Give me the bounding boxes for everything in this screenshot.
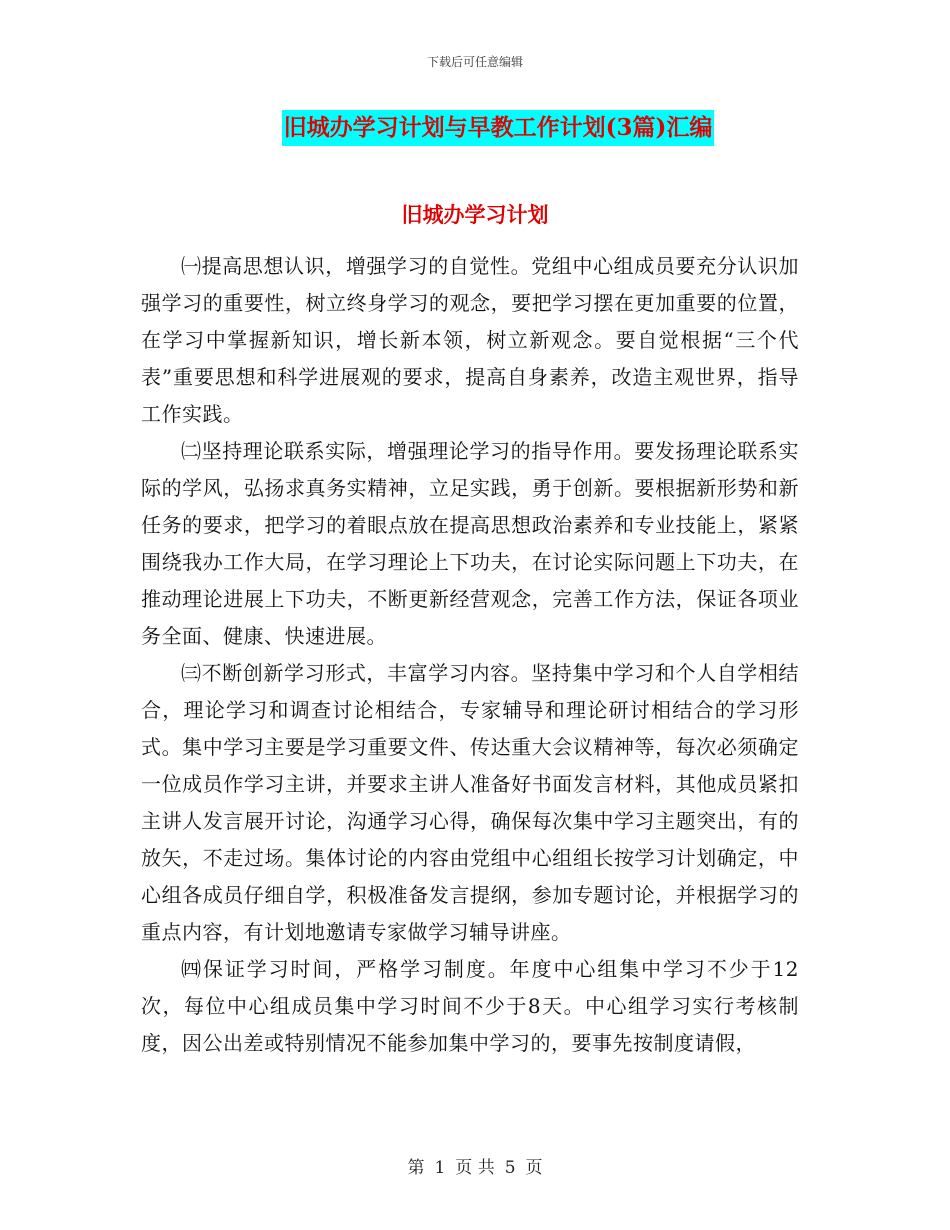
footer-total-pages: 5 <box>504 1158 516 1178</box>
header-note: 下载后可任意编辑 <box>426 55 523 69</box>
page-footer <box>0 1153 950 1178</box>
document-title-container <box>0 110 950 146</box>
document-title: 旧城办学习计划与早教工作计划(3篇)汇编 <box>282 110 715 146</box>
paragraph-1: ㈠提高思想认识，增强学习的自觉性。党组中心组成员要充分认识加强学习的重要性，树立终身学习的观念，要把学习摆在更加重要的位置，在学习中掌握新知识，增长新本领，树立新观念。要自觉根据“三个代表”重要思想和科学进展观的要求，提高自身素养，改造主观世界，指导工作实践。 <box>141 254 799 426</box>
document-body <box>141 248 799 1062</box>
paragraph-3: ㈢不断创新学习形式，丰富学习内容。坚持集中学习和个人自学相结合，理论学习和调查讨论相结合，专家辅导和理论研讨相结合的学习形式。集中学习主要是学习重要文件、传达重大会议精神等，每次必须确定一位成员作学习主讲，并要求主讲人准备好书面发言材料，其他成员紧扣主讲人发言展开讨论，沟通学习心得，确保每次集中学习主题突出，有的放矢，不走过场。集体讨论的内容由党组中心组组长按学习计划确定，中心组各成员仔细自学，积极准备发言提纲，参加专题讨论，并根据学习的重点内容，有计划地邀请专家做学习辅导讲座。 <box>141 661 799 944</box>
footer-suffix: 页 <box>525 1158 543 1178</box>
paragraph-4: ㈣保证学习时间，严格学习制度。年度中心组集中学习不少于12次，每位中心组成员集中学习时间不少于8天。中心组学习实行考核制度，因公出差或特别情况不能参加集中学习的，要事先按制度请假， <box>141 957 799 1055</box>
footer-page-number: 1 <box>434 1158 446 1178</box>
footer-prefix: 第 <box>407 1158 425 1178</box>
section-title: 旧城办学习计划 <box>401 202 549 227</box>
footer-middle: 页 共 <box>455 1158 495 1178</box>
paragraph-2: ㈡坚持理论联系实际，增强理论学习的指导作用。要发扬理论联系实际的学风，弘扬求真务实精神，立足实践，勇于创新。要根据新形势和新任务的要求，把学习的着眼点放在提高思想政治素养和专业技能上，紧紧围绕我办工作大局，在学习理论上下功夫，在讨论实际问题上下功夫，在推动理论进展上下功夫，不断更新经营观念，完善工作方法，保证各项业务全面、健康、快速进展。 <box>141 439 799 648</box>
